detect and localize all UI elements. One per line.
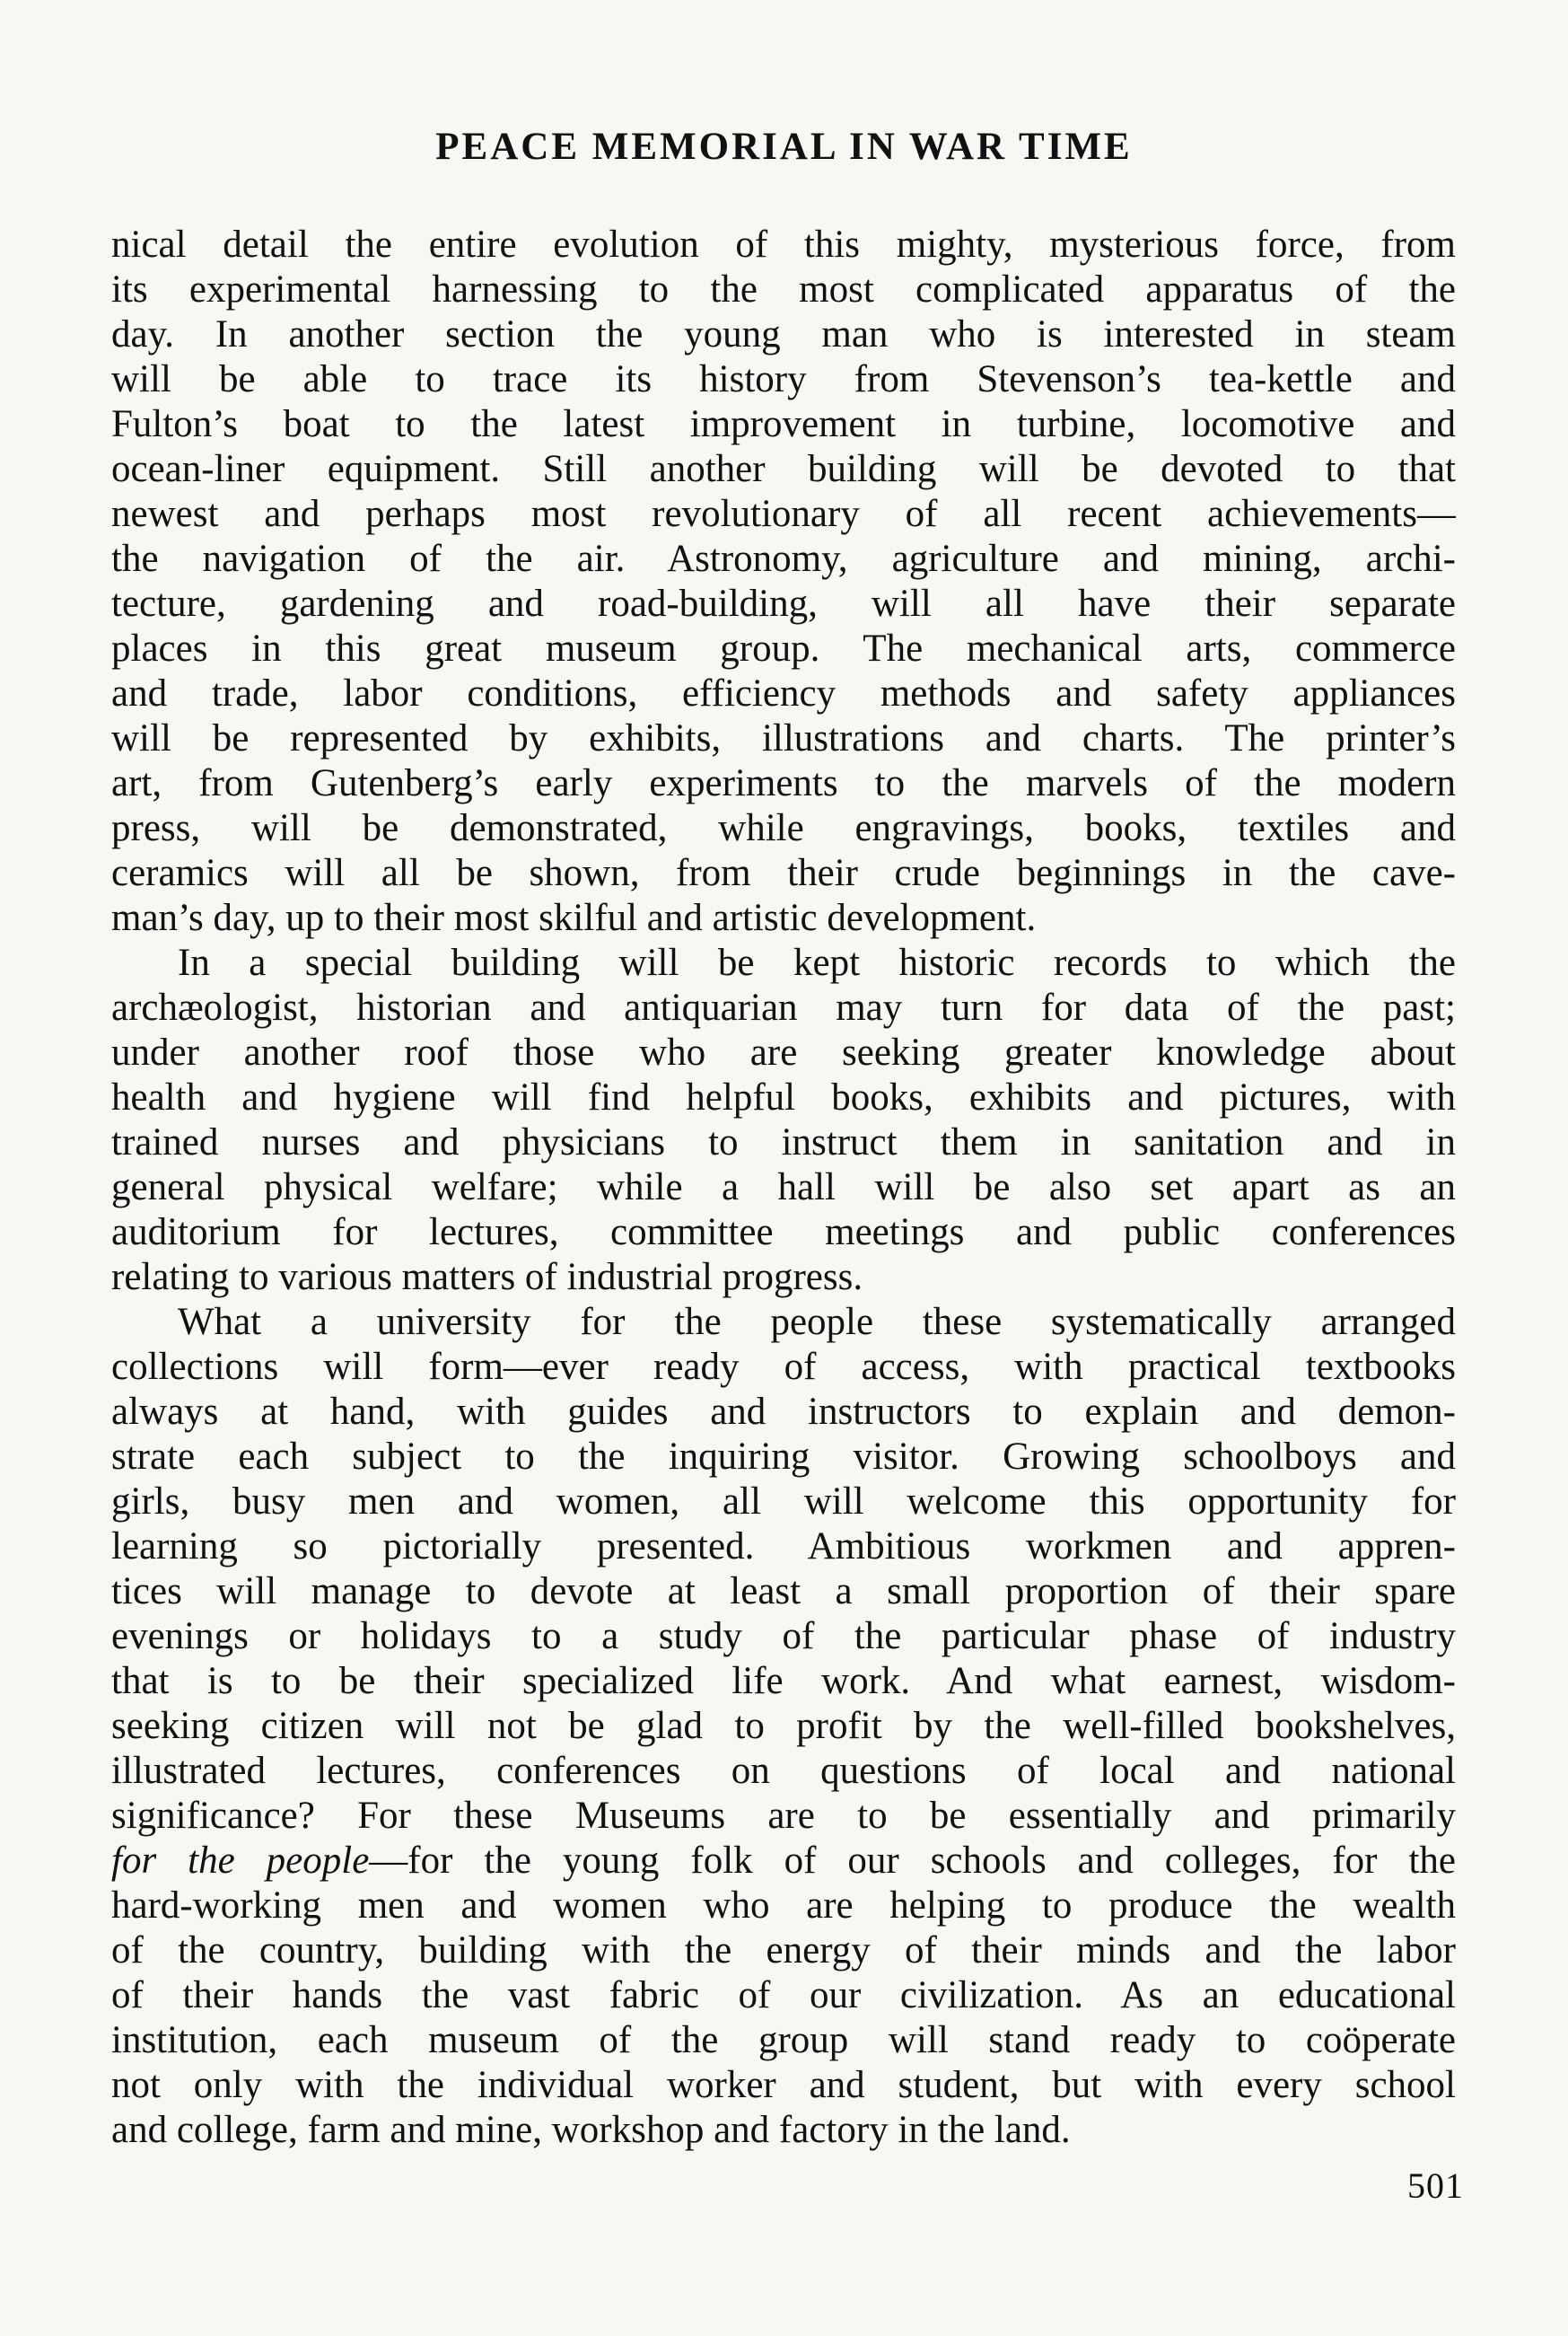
text-line: man’s day, up to their most skilful and artistic development. <box>111 897 1037 939</box>
text-line: nical detail the entire evolution of this mighty, mysterious force, from <box>111 224 1456 266</box>
text-line: tices will manage to devote at least a small proportion of their spare <box>111 1570 1456 1612</box>
paragraph-3 <box>111 1300 1456 2153</box>
body-text <box>111 223 1456 2153</box>
text-line: the navigation of the air. Astronomy, agriculture and mining, archi- <box>111 538 1456 580</box>
text-line: collections will form—ever ready of access, with practical textbooks <box>111 1346 1456 1388</box>
italic-phrase: for the people <box>111 1840 370 1882</box>
text-line: health and hygiene will find helpful books, exhibits and pictures, with <box>111 1076 1456 1119</box>
text-line: archæologist, historian and antiquarian may turn for data of the past; <box>111 987 1456 1029</box>
text-line: ceramics will all be shown, from their crude beginnings in the cave- <box>111 852 1456 894</box>
line-remainder: —for the young folk of our schools and colleges, for the <box>369 1840 1456 1882</box>
text-line: and college, farm and mine, workshop and factory in the land. <box>111 2109 1071 2151</box>
text-line: In a special building will be kept historic records to which the <box>178 942 1456 984</box>
text-line: ocean-liner equipment. Still another building will be devoted to that <box>111 448 1456 490</box>
text-line: general physical welfare; while a hall will be also set apart as an <box>111 1166 1456 1208</box>
text-line: places in this great museum group. The mechanical arts, commerce <box>111 628 1456 670</box>
text-line: What a university for the people these systematically arranged <box>178 1301 1456 1343</box>
text-line: trained nurses and physicians to instruct them in sanitation and in <box>111 1121 1456 1164</box>
text-line: tecture, gardening and road-building, will all have their separate <box>111 583 1456 625</box>
text-line: that is to be their specialized life work. And what earnest, wisdom- <box>111 1660 1456 1702</box>
text-line: art, from Gutenberg’s early experiments to the marvels of the modern <box>111 762 1456 804</box>
text-line: day. In another section the young man who is interested in steam <box>111 313 1456 356</box>
text-line: of their hands the vast fabric of our civilization. As an educational <box>111 1974 1456 2016</box>
text-line: strate each subject to the inquiring visitor. Growing schoolboys and <box>111 1436 1456 1478</box>
text-line: of the country, building with the energy of their minds and the labor <box>111 1929 1456 1972</box>
text-line: significance? For these Museums are to be essentially and primarily <box>111 1795 1456 1837</box>
text-line: press, will be demonstrated, while engravings, books, textiles and <box>111 807 1456 849</box>
running-header: PEACE MEMORIAL IN WAR TIME <box>435 126 1133 168</box>
text-line: its experimental harnessing to the most complicated apparatus of the <box>111 268 1456 311</box>
text-line: Fulton’s boat to the latest improvement in turbine, locomotive and <box>111 403 1456 445</box>
text-line: not only with the individual worker and student, but with every school <box>111 2064 1456 2106</box>
text-line: evenings or holidays to a study of the particular phase of industry <box>111 1615 1456 1657</box>
text-line: always at hand, with guides and instructors to explain and demon- <box>111 1391 1456 1433</box>
text-line: hard-working men and women who are helping to produce the wealth <box>111 1884 1456 1927</box>
text-line: will be able to trace its history from Stevenson’s tea-kettle and <box>111 358 1456 400</box>
text-line: learning so pictorially presented. Ambitious workmen and appren- <box>111 1525 1456 1568</box>
text-line: auditorium for lectures, committee meetings and public conferences <box>111 1211 1456 1253</box>
text-line-italic-mixed <box>111 1839 1456 1884</box>
text-line: seeking citizen will not be glad to profit by the well-filled bookshelves, <box>111 1705 1456 1747</box>
text-line: illustrated lectures, conferences on questions of local and national <box>111 1750 1456 1792</box>
text-line: will be represented by exhibits, illustrations and charts. The printer’s <box>111 717 1456 760</box>
paragraph-2 <box>111 941 1456 1300</box>
text-line: institution, each museum of the group will stand ready to coöperate <box>111 2019 1456 2061</box>
page-number: 501 <box>1407 2165 1464 2206</box>
text-line: newest and perhaps most revolutionary of all recent achievements— <box>111 493 1456 535</box>
paragraph-1 <box>111 223 1456 941</box>
text-line: girls, busy men and women, all will welcome this opportunity for <box>111 1480 1456 1523</box>
text-line: relating to various matters of industrial progress. <box>111 1256 863 1298</box>
text-line: and trade, labor conditions, efficiency methods and safety appliances <box>111 672 1456 715</box>
text-line: under another roof those who are seeking greater knowledge about <box>111 1032 1456 1074</box>
